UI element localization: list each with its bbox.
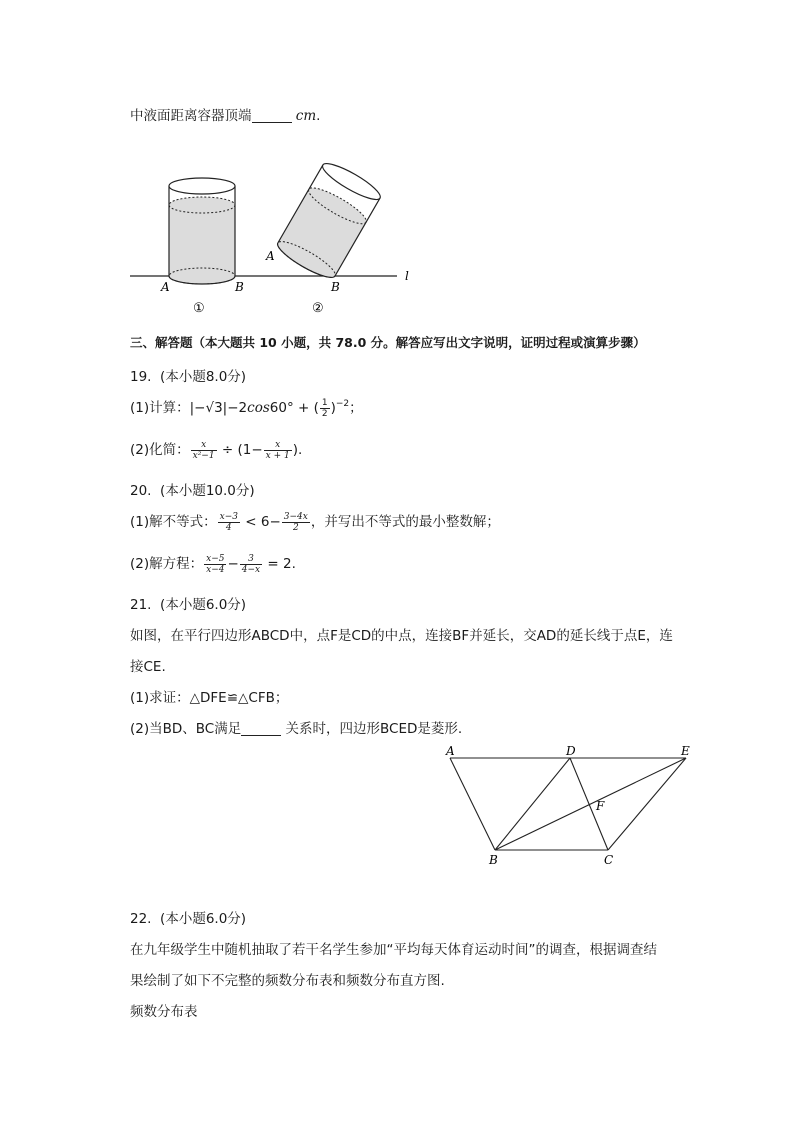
frac-den: 2 [321, 408, 328, 419]
section-3-title: 三、解答题（本大题共 10 小题，共 78.0 分。解答应写出文字说明，证明过程或演算步骤） [130, 335, 646, 350]
left-cylinder-top [169, 178, 235, 194]
q20-p2-mid: − [227, 556, 239, 572]
q18-tail-line [130, 104, 320, 124]
segment-AB [450, 758, 495, 850]
frac-num: x [264, 440, 292, 451]
frac-den: x²−1 [192, 450, 215, 461]
segment-CE [608, 758, 686, 850]
answer-blank[interactable] [252, 108, 292, 123]
q19-p2-fraction2 [264, 440, 292, 461]
q20-p1-mid: < 6− [240, 514, 281, 530]
frac-den: 4−x [241, 564, 261, 575]
label-B: B [489, 853, 498, 867]
q20-header: 20. (本小题10.0分) [130, 483, 255, 499]
frac-num: 3−4x [283, 511, 308, 522]
q19-p1-expr-b: 60° + ( [269, 400, 319, 416]
q21-p2-a: (2)当BD、BC满足 [130, 721, 242, 737]
segment-BE [495, 758, 686, 850]
q20-p1-fraction1 [218, 512, 240, 533]
unit: cm [295, 108, 317, 124]
q19-p1-expr-c: ) [330, 400, 336, 416]
right-label-A: A [266, 249, 275, 263]
parallelogram-figure [440, 740, 700, 870]
q21-header: 21. (本小题6.0分) [130, 597, 247, 613]
q19-part2 [130, 438, 302, 461]
q19-p1-expr-a: |−√3|−2 [189, 400, 248, 416]
q19-p2-end: ). [292, 442, 303, 458]
frac-num: 1 [321, 397, 328, 408]
frac-num: x [191, 440, 217, 451]
left-cylinder-liquid-surface [169, 197, 235, 213]
label-F: F [596, 799, 605, 813]
circ-2: ② [312, 301, 324, 316]
label-C: C [604, 853, 614, 867]
frac-num: x−3 [219, 511, 238, 522]
label-A: A [446, 744, 455, 758]
q19-p1-prefix: (1)计算： [130, 400, 190, 416]
frac-den: 4 [225, 522, 232, 533]
q21-part1: (1)求证：△DFE≌△CFB； [130, 690, 289, 706]
frac-den: x + 1 [265, 450, 290, 461]
left-label-B: B [235, 280, 244, 294]
frac-den: 2 [292, 522, 299, 533]
q21-line2: 接CE. [130, 659, 166, 675]
right-cylinder [274, 160, 384, 283]
q19-part1 [130, 396, 363, 419]
period: . [316, 108, 321, 124]
q20-p2-fraction1 [204, 554, 226, 575]
q22-header: 22. (本小题6.0分) [130, 911, 247, 927]
frac-den: x−4 [206, 564, 225, 575]
left-label-A: A [161, 280, 170, 294]
q19-p1-fraction [320, 398, 330, 419]
q20-part2 [130, 552, 296, 575]
q19-p1-exponent: −2 [335, 399, 350, 409]
left-cylinder-liquid [169, 205, 235, 276]
q21-p2-b: 关系时，四边形BCED是菱形. [281, 721, 463, 737]
frac-num: x−5 [206, 553, 225, 564]
q20-p1-fraction2 [282, 512, 310, 533]
q19-p2-prefix: (2)化简： [130, 442, 190, 458]
label-E: E [681, 744, 690, 758]
q22-line1: 在九年级学生中随机抽取了若干名学生参加“平均每天体育运动时间”的调查，根据调查结 [130, 942, 657, 958]
answer-blank[interactable] [241, 721, 281, 736]
q20-p2-prefix: (2)解方程： [130, 556, 204, 572]
q20-p2-end: = 2. [263, 556, 296, 572]
circ-1: ① [193, 301, 205, 316]
q20-p2-fraction2 [240, 554, 262, 575]
q19-p2-fraction1 [191, 440, 217, 461]
right-label-B: B [331, 280, 340, 294]
q19-header: 19. (本小题8.0分) [130, 369, 247, 385]
q19-p2-mid: ÷ (1− [217, 442, 263, 458]
q20-p1-end: ，并写出不等式的最小整数解； [310, 514, 500, 530]
frac-num: 3 [240, 554, 262, 565]
line-label: l [405, 269, 409, 283]
q20-part1 [130, 510, 500, 533]
segment-BD [495, 758, 570, 850]
q19-p1-cos: cos [247, 400, 270, 416]
q21-part2 [130, 717, 462, 737]
q18-tail-text: 中液面距离容器顶端 [130, 108, 252, 124]
q20-p1-prefix: (1)解不等式： [130, 514, 217, 530]
label-D: D [566, 744, 576, 758]
cylinder-figure [125, 160, 425, 320]
q21-line1: 如图，在平行四边形ABCD中，点F是CD的中点，连接BF并延长，交AD的延长线于点E，连 [130, 628, 673, 644]
q22-line2: 果绘制了如下不完整的频数分布表和频数分布直方图. [130, 973, 445, 989]
q22-table-title: 频数分布表 [130, 1004, 198, 1020]
q19-p1-end: ； [349, 400, 363, 416]
